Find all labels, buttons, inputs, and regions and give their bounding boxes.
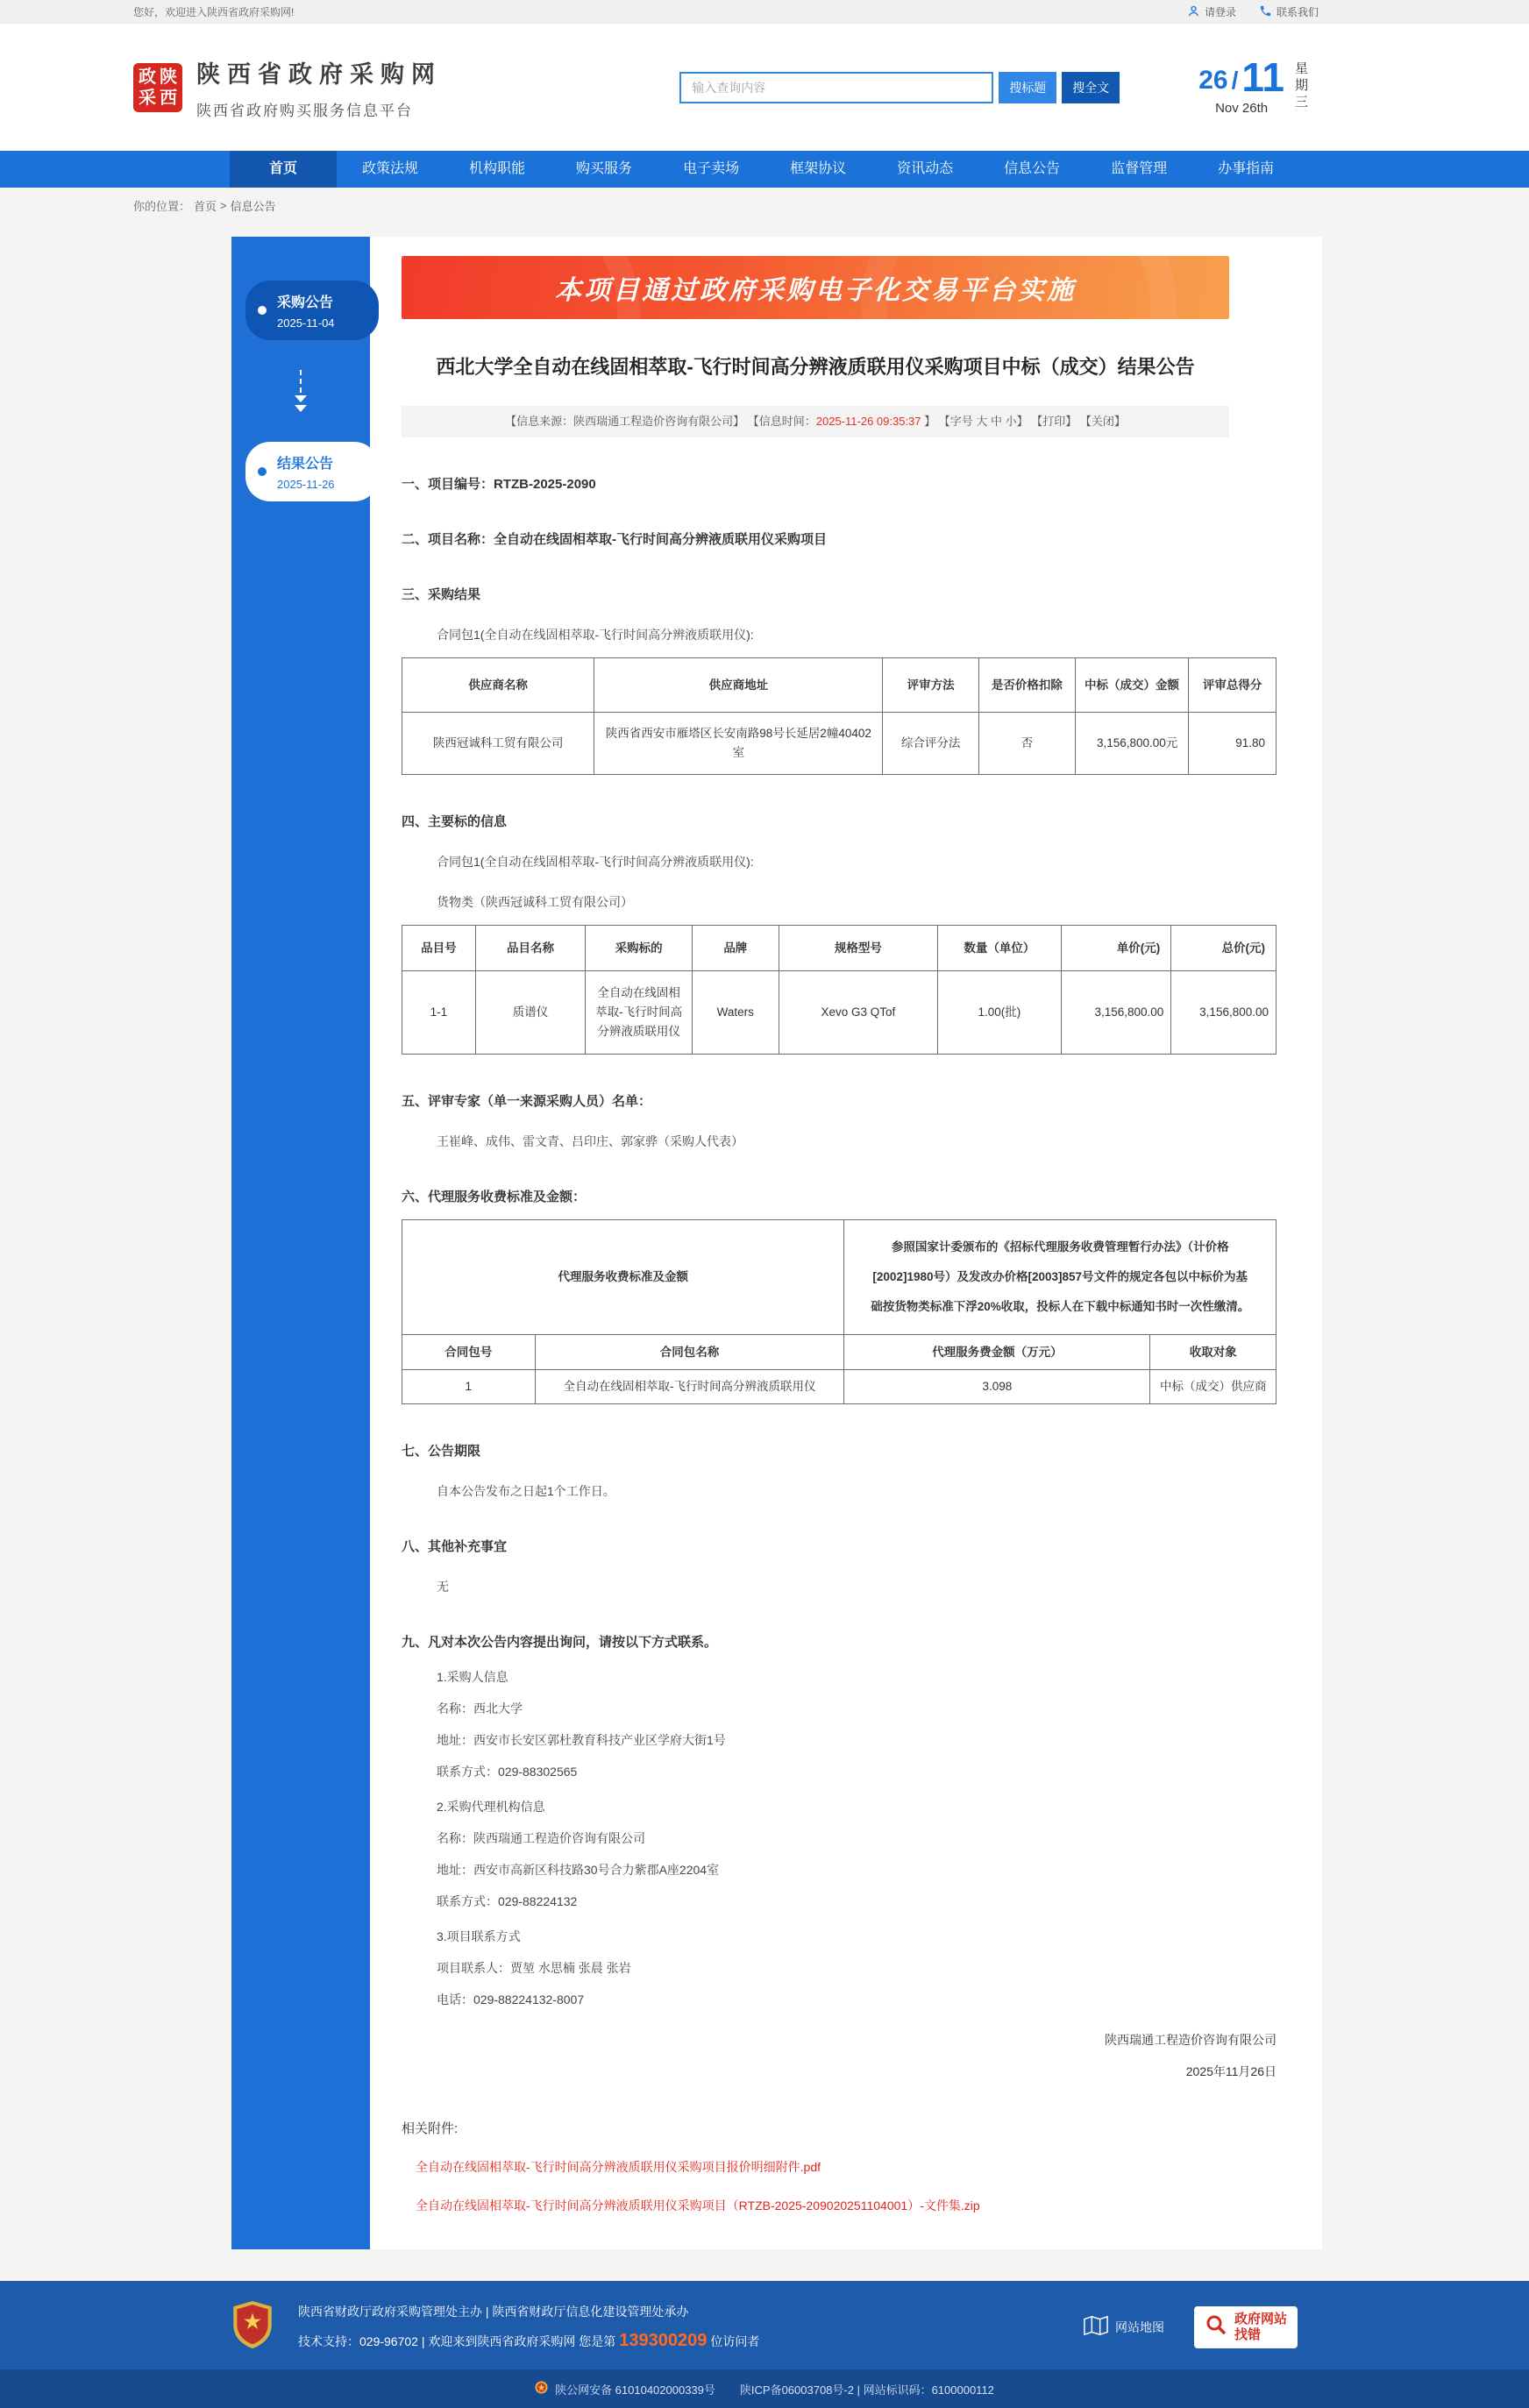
visitor-count: 139300209 xyxy=(619,2331,708,2350)
column-header: 合同包号 xyxy=(402,1335,536,1370)
attachment-link-zip[interactable]: 全自动在线固相萃取-飞行时间高分辨液质联用仪采购项目（RTZB-2025-209020251104001）-文件集.zip xyxy=(416,2198,980,2213)
search-title-button[interactable]: 搜标题 xyxy=(999,72,1056,103)
magnifier-icon xyxy=(1205,2313,1227,2341)
logo-char: 政 xyxy=(139,67,156,87)
gov-site-error-report-badge[interactable] xyxy=(1194,2306,1298,2348)
table-header-row xyxy=(402,926,1277,971)
fee-standard-label-cell: 代理服务收费标准及金额 xyxy=(402,1220,844,1335)
signature-date: 2025年11月26日 xyxy=(1185,2064,1277,2078)
timeline-dot-icon xyxy=(258,467,267,476)
site-logo[interactable] xyxy=(133,63,182,112)
date-english: Nov 26th xyxy=(1215,101,1269,116)
column-header: 是否价格扣除 xyxy=(979,658,1076,713)
model-cell: Xevo G3 QTof xyxy=(779,971,937,1055)
signature-company: 陕西瑞通工程造价咨询有限公司 xyxy=(1105,2033,1277,2047)
table-header-row xyxy=(402,1335,1277,1370)
section-4-note-1: 合同包1(全自动在线固相萃取-飞行时间高分辨液质联用仪): xyxy=(437,855,754,869)
sitemap-link[interactable] xyxy=(1084,2315,1164,2339)
section-4-heading: 四、主要标的信息 xyxy=(402,814,508,829)
column-header: 代理服务费金额（万元） xyxy=(844,1335,1150,1370)
item-no-cell: 1-1 xyxy=(402,971,476,1055)
contact-link[interactable] xyxy=(1259,4,1319,20)
announcement-timeline-sidebar xyxy=(231,237,370,2249)
column-header: 评审方法 xyxy=(883,658,979,713)
meta-time-suffix: 】 xyxy=(921,415,936,428)
welcome-text: 您好，欢迎进入陕西省政府采购网! xyxy=(133,6,295,18)
nav-item-guide[interactable]: 办事指南 xyxy=(1218,161,1275,176)
site-subtitle: 陕西省政府购买服务信息平台 xyxy=(196,102,413,119)
section-6-heading: 六、代理服务收费标准及金额： xyxy=(402,1190,587,1204)
nav-item-functions[interactable]: 机构职能 xyxy=(469,161,526,176)
table-row xyxy=(402,713,1277,775)
logo-char: 西 xyxy=(160,88,177,108)
column-header: 品牌 xyxy=(692,926,779,971)
brand-cell: Waters xyxy=(692,971,779,1055)
column-header: 收取对象 xyxy=(1150,1335,1277,1370)
sitemap-label: 网站地图 xyxy=(1114,2319,1164,2334)
table-row xyxy=(402,1370,1277,1404)
section-3-note: 合同包1(全自动在线固相萃取-飞行时间高分辨液质联用仪): xyxy=(437,628,754,642)
fee-standard-text-cell: 参照国家计委颁布的《招标代理服务收费管理暂行办法》（计价格[2002]1980号）及发改办价格[2003]857号文件的规定各包以中标价为基础按货物类标准下浮20%收取，投标人在下载中标通知书时一次性缴清。 xyxy=(844,1220,1277,1335)
table-row xyxy=(402,1220,1277,1335)
logo-char: 采 xyxy=(139,88,156,108)
date-month: 11 xyxy=(1241,54,1284,100)
supplier-name-cell: 陕西冠诚科工贸有限公司 xyxy=(402,713,594,775)
agency-contact: 联系方式：029-88224132 xyxy=(437,1894,578,1908)
font-size-control[interactable]: 【字号 大 中 小】 xyxy=(938,415,1028,428)
purchaser-address: 地址：西安市长安区郭杜教育科技产业区学府大街1号 xyxy=(437,1733,726,1747)
sidebar-item-date: 2025-11-04 xyxy=(277,316,335,330)
column-header: 评审总得分 xyxy=(1189,658,1277,713)
column-header: 供应商名称 xyxy=(402,658,594,713)
signature-block xyxy=(402,2031,1277,2080)
purchaser-name: 名称：西北大学 xyxy=(437,1701,523,1715)
column-header: 合同包名称 xyxy=(535,1335,844,1370)
site-titles xyxy=(196,55,442,120)
supplier-result-table xyxy=(402,657,1277,775)
search-group xyxy=(679,72,1120,103)
attachments-label: 相关附件: xyxy=(402,2121,459,2136)
banner-text: 本项目通过政府采购电子化交易平台实施 xyxy=(555,276,1076,305)
fee-payer-cell: 中标（成交）供应商 xyxy=(1150,1370,1277,1404)
announcement-title: 西北大学全自动在线固相萃取-飞行时间高分辨液质联用仪采购项目中标（成交）结果公告 xyxy=(436,356,1195,378)
announcement-article-card xyxy=(370,237,1322,2249)
sidebar-item-label: 结果公告 xyxy=(277,457,334,472)
review-score-cell: 91.80 xyxy=(1189,713,1277,775)
project-contact-phone: 电话：029-88224132-8007 xyxy=(437,1992,585,2007)
column-header: 单价(元) xyxy=(1061,926,1171,971)
section-7-heading: 七、公告期限 xyxy=(402,1444,481,1459)
purchaser-info-title: 1.采购人信息 xyxy=(437,1670,508,1684)
section-1-heading: 一、项目编号：RTZB-2025-2090 xyxy=(402,477,596,492)
date-weekday: 星期三 xyxy=(1295,61,1309,110)
nav-item-announcements[interactable]: 信息公告 xyxy=(1004,161,1061,176)
agency-name: 名称：陕西瑞通工程造价咨询有限公司 xyxy=(437,1831,645,1845)
phone-icon xyxy=(1259,4,1272,20)
article-meta-bar xyxy=(402,406,1229,437)
breadcrumb-prefix: 你的位置： xyxy=(133,199,191,213)
section-8-heading: 八、其他补充事宜 xyxy=(402,1539,508,1554)
contact-label: 联系我们 xyxy=(1276,6,1319,18)
login-link[interactable] xyxy=(1187,4,1236,20)
cyber-police-shield-icon xyxy=(231,2300,274,2354)
review-method-cell: 综合评分法 xyxy=(883,713,979,775)
bid-items-table xyxy=(402,925,1277,1055)
section-3-heading: 三、采购结果 xyxy=(402,587,481,602)
nav-item-purchase-services[interactable]: 购买服务 xyxy=(576,161,633,176)
column-header: 品目名称 xyxy=(475,926,586,971)
table-header-row xyxy=(402,658,1277,713)
section-7-note: 自本公告发布之日起1个工作日。 xyxy=(437,1484,615,1498)
breadcrumb-separator: > xyxy=(220,198,227,212)
error-report-label: 政府网站 找错 xyxy=(1234,2311,1287,2342)
nav-item-home[interactable]: 首页 xyxy=(230,151,337,188)
column-header: 数量（单位） xyxy=(938,926,1062,971)
footer-beian-strip xyxy=(0,2369,1529,2408)
column-header: 总价(元) xyxy=(1171,926,1277,971)
login-label: 请登录 xyxy=(1204,6,1236,18)
site-logo-group xyxy=(133,55,442,120)
print-button[interactable]: 【打印】 xyxy=(1031,415,1077,428)
meta-time: 2025-11-26 09:35:37 xyxy=(815,415,921,428)
agency-info-title: 2.采购代理机构信息 xyxy=(437,1800,545,1814)
procurement-target-cell: 全自动在线固相萃取-飞行时间高分辨液质联用仪 xyxy=(586,971,693,1055)
icp-beian-text: 陕ICP备06003708号-2 | 网站标识码：6100000112 xyxy=(739,2383,994,2397)
package-no-cell: 1 xyxy=(402,1370,536,1404)
breadcrumb-current[interactable]: 信息公告 xyxy=(230,199,276,213)
date-separator: / xyxy=(1231,67,1239,94)
sidebar-item-result-announcement[interactable] xyxy=(245,442,379,501)
item-name-cell: 质谱仪 xyxy=(475,971,586,1055)
date-day: 26 xyxy=(1198,66,1228,95)
site-name: 陕西省政府采购网 xyxy=(196,60,442,88)
project-contact-title: 3.项目联系方式 xyxy=(437,1929,521,1943)
column-header: 品目号 xyxy=(402,926,476,971)
column-header: 中标（成交）金额 xyxy=(1075,658,1189,713)
section-9-heading: 九、凡对本次公告内容提出询问，请按以下方式联系。 xyxy=(402,1635,718,1650)
nav-item-framework[interactable]: 框架协议 xyxy=(790,161,847,176)
logo-char: 陕 xyxy=(160,67,177,87)
column-header: 规格型号 xyxy=(779,926,937,971)
top-utility-links xyxy=(1187,4,1319,20)
section-5-heading: 五、评审专家（单一来源采购人员）名单： xyxy=(402,1094,652,1109)
main-navbar xyxy=(0,151,1529,188)
police-badge-icon xyxy=(535,2381,548,2397)
breadcrumb-home[interactable]: 首页 xyxy=(194,199,217,213)
agency-address: 地址：西安市高新区科技路30号合力紫郡A座2204室 xyxy=(437,1863,720,1877)
section-4-note-2: 货物类（陕西冠诚科工贸有限公司） xyxy=(437,895,633,909)
price-deduction-cell: 否 xyxy=(979,713,1076,775)
section-8-note: 无 xyxy=(437,1580,449,1594)
footer-text-block xyxy=(298,2303,759,2351)
nav-list xyxy=(230,151,1299,188)
user-icon xyxy=(1187,4,1200,20)
map-icon xyxy=(1084,2315,1108,2339)
sidebar-item-label: 采购公告 xyxy=(277,295,334,310)
agency-fee-table xyxy=(402,1219,1277,1404)
e-trading-platform-banner xyxy=(402,256,1229,319)
meta-time-prefix: 【信息时间： xyxy=(747,415,816,428)
breadcrumb-bar xyxy=(0,188,1529,223)
supplier-address-cell: 陕西省西安市雁塔区长安南路98号长延居2幢40402室 xyxy=(594,713,883,775)
search-fulltext-button[interactable]: 搜全文 xyxy=(1062,72,1120,103)
section-5-note: 王崔峰、成伟、雷文青、吕印庄、郭家骅（采购人代表） xyxy=(437,1134,743,1148)
sidebar-item-date: 2025-11-26 xyxy=(277,478,335,491)
total-price-cell: 3,156,800.00 xyxy=(1171,971,1277,1055)
meta-source: 【信息来源：陕西瑞通工程造价咨询有限公司】 xyxy=(505,415,745,428)
close-button[interactable]: 【关闭】 xyxy=(1079,415,1126,428)
table-row xyxy=(402,971,1277,1055)
column-header: 供应商地址 xyxy=(594,658,883,713)
purchaser-contact: 联系方式：029-88302565 xyxy=(437,1765,578,1779)
package-name-cell: 全自动在线固相萃取-飞行时间高分辨液质联用仪 xyxy=(535,1370,844,1404)
project-contact-persons: 项目联系人：贾堃 水思楠 张晨 张岩 xyxy=(437,1961,631,1975)
quantity-cell: 1.00(批) xyxy=(938,971,1062,1055)
attachment-link-pdf[interactable]: 全自动在线固相萃取-飞行时间高分辨液质联用仪采购项目报价明细附件.pdf xyxy=(416,2160,821,2174)
footer-visitors-suffix: 位访问者 xyxy=(710,2333,760,2348)
column-header: 采购标的 xyxy=(586,926,693,971)
date-widget xyxy=(1198,54,1309,116)
footer-support-text: 技术支持：029-96702 | 欢迎来到陕西省政府采购网 您是第 xyxy=(298,2333,616,2348)
site-header xyxy=(0,24,1529,151)
unit-price-cell: 3,156,800.00 xyxy=(1061,971,1171,1055)
footer-organizer-line: 陕西省财政厅政府采购管理处主办 | 陕西省财政厅信息化建设管理处承办 xyxy=(298,2305,689,2319)
nav-item-policies[interactable]: 政策法规 xyxy=(362,161,419,176)
down-arrow-icon xyxy=(231,370,370,412)
nav-item-news[interactable]: 资讯动态 xyxy=(897,161,954,176)
award-amount-cell: 3,156,800.00元 xyxy=(1075,713,1189,775)
site-footer xyxy=(0,2281,1529,2408)
sidebar-item-procurement-announcement[interactable] xyxy=(245,281,379,340)
nav-item-supervision[interactable]: 监督管理 xyxy=(1111,161,1168,176)
top-utility-bar xyxy=(0,0,1529,24)
agency-fee-cell: 3.098 xyxy=(844,1370,1150,1404)
nav-item-e-mall[interactable]: 电子卖场 xyxy=(683,161,740,176)
public-security-beian-link[interactable]: 陕公网安备 61010402000339号 xyxy=(555,2383,715,2397)
timeline-dot-icon xyxy=(258,306,267,315)
search-input[interactable] xyxy=(679,72,993,103)
section-2-heading: 二、项目名称：全自动在线固相萃取-飞行时间高分辨液质联用仪采购项目 xyxy=(402,532,827,547)
